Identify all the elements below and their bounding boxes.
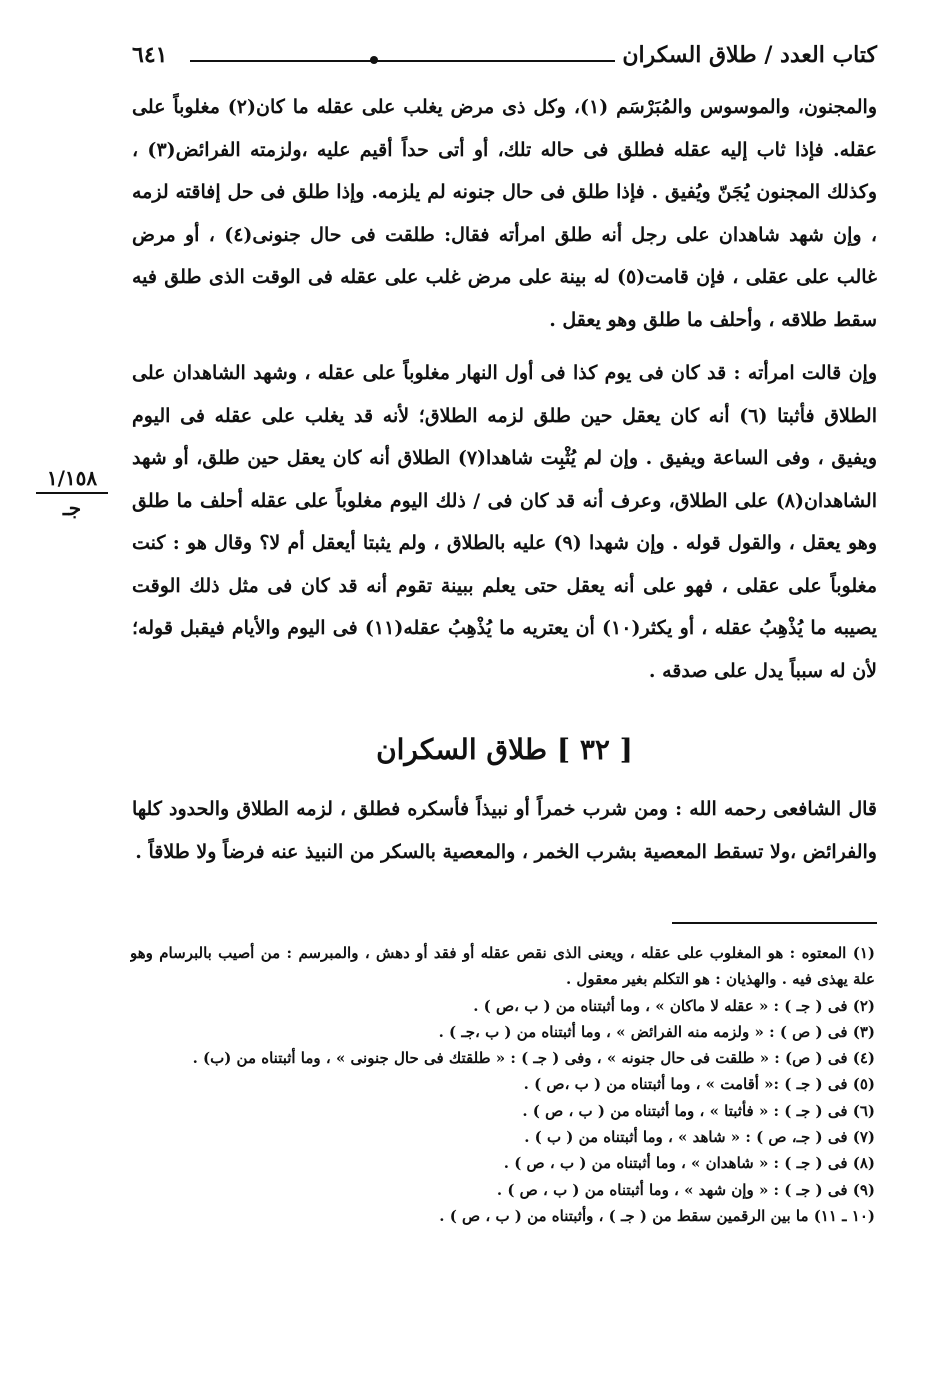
paragraph-2 xyxy=(132,352,877,692)
paragraph-1 xyxy=(132,86,877,341)
footnote: (٣) فى ( ص ) : « ولزمه منه الفرائض » ، وما أثبتناه من ( ب ،جـ ) . xyxy=(438,1022,875,1041)
footnote: (٦) فى ( جـ ) : « فأثبتا » ، وما أثبتناه من ( ب ، ص ) . xyxy=(522,1101,875,1120)
paragraph-3 xyxy=(132,788,877,873)
header-rule-dot xyxy=(370,56,378,64)
paragraph-2-text: وإن قالت امرأته : قد كان فى يوم كذا فى أول النهار مغلوباً على عقله ، وشهد الشاهدان على الطلاق فأثبتا (٦) أنه كان يعقل حين طلق لزمه الطلاق؛ لأنه قد يغلب على عقله فى اليوم ويفيق ، وفى الساعة ويفيق . وإن لم يُثْبِت شاهدا(٧) الطلاق أنه كان يعقل حين طلق، أو شهد الشاهدان(٨) على الطلاق، وعرف أنه قد كان فى / ذلك اليوم مغلوباً على عقله أحلف ما طلق وهو يعقل ، والقول قوله . وإن شهدا (٩) عليه بالطلاق ، ولم يثبتا أيعقل أم لا؟ وقال هو : كنت مغلوباً على عقلى ، فهو على أنه يعقل حتى يعلم ببينة تقوم أنه قد كان فى مثل ذلك الوقت يصيبه ما يُذْهِبُ عقله ، أو يكثر(١٠) أن يعتريه ما يُذْهِبُ عقله(١١) فى اليوم والأيام فيقبل قوله؛ لأن له سبباً يدل على صدقه . xyxy=(132,362,877,682)
margin-note-manuscript: جـ xyxy=(62,496,82,520)
running-header xyxy=(132,40,877,76)
running-header-title: كتاب العدد / طلاق السكران xyxy=(622,42,877,68)
footnote: (١٠ ـ ١١) ما بين الرقمين سقط من ( جـ ) ، وأثبتناه من ( ب ، ص ) . xyxy=(439,1206,875,1225)
header-rule xyxy=(190,60,615,62)
footnote-separator xyxy=(672,922,877,924)
footnote: (٤) فى ( ص) : « طلقت فى حال جنونه » ، وفى ( جـ ) : « طلقتك فى حال جنونى » ، وما أثبتناه من (ب) . xyxy=(192,1049,875,1068)
footnote: (١) المعتوه : هو المغلوب على عقله ، ويعنى الذى نقص عقله أو فقد أو دهش ، والمبرسم : من أصيب بالبرسام وهو علة يهذى فيه . والهذيان : هو التكلم بغير معقول . xyxy=(130,944,875,989)
footnote: (٧) فى ( جـ، ص ) : « شاهد » ، وما أثبتناه من ( ب ) . xyxy=(524,1128,875,1147)
margin-note-folio: ١/١٥٨ xyxy=(36,466,108,494)
footnote: (٢) فى ( جـ ) : « عقله لا ماكان » ، وما أثبتناه من ( ب ،ص ) . xyxy=(473,996,875,1015)
page-number: ٦٤١ xyxy=(132,42,168,68)
footnote: (٨) فى ( جـ ) : « شاهدان » ، وما أثبتناه من ( ب ، ص ) . xyxy=(503,1154,875,1173)
footnotes xyxy=(130,940,875,1229)
footnote: (٥) فى ( جـ ) :« أقامت » ، وما أثبتناه من ( ب ،ص ) . xyxy=(523,1075,875,1094)
paragraph-1-text: والمجنون، والموسوس والمُبَرْسَم (١)، وكل ذى مرض يغلب على عقله ما كان(٢) مغلوباً على عقله. فإذا ثاب إليه عقله فطلق فى حاله تلك، أو أتى حداً أقيم عليه ،ولزمته الفرائض(٣) ، وكذلك المجنون يُجَنّ ويُفيق . فإذا طلق فى حال جنونه لم يلزمه. وإذا طلق فى حل إفاقته لزمه ، وإن شهد شاهدان على رجل أنه طلق امرأته فقال: طلقت فى حال جنونى(٤) ، أو مرض غالب على عقلى ، فإن قامت(٥) له بينة على مرض غلب على عقله فى الوقت الذى طلق فيه سقط طلاقه ، وأحلف ما طلق وهو يعقل . xyxy=(132,96,877,331)
section-heading: [ ٣٢ ] طلاق السكران xyxy=(376,733,633,766)
footnote: (٩) فى ( جـ ) : « وإن شهد » ، وما أثبتناه من ( ب ، ص ) . xyxy=(496,1180,875,1199)
margin-note xyxy=(36,466,108,520)
paragraph-3-text: قال الشافعى رحمه الله : ومن شرب خمراً أو نبيذاً فأسكره فطلق ، لزمه الطلاق والحدود كلها والفرائض ،ولا تسقط المعصية بشرب الخمر ، والمعصية بالسكر من النبيذ عنه فرضاً ولا طلاقاً . xyxy=(132,798,877,863)
